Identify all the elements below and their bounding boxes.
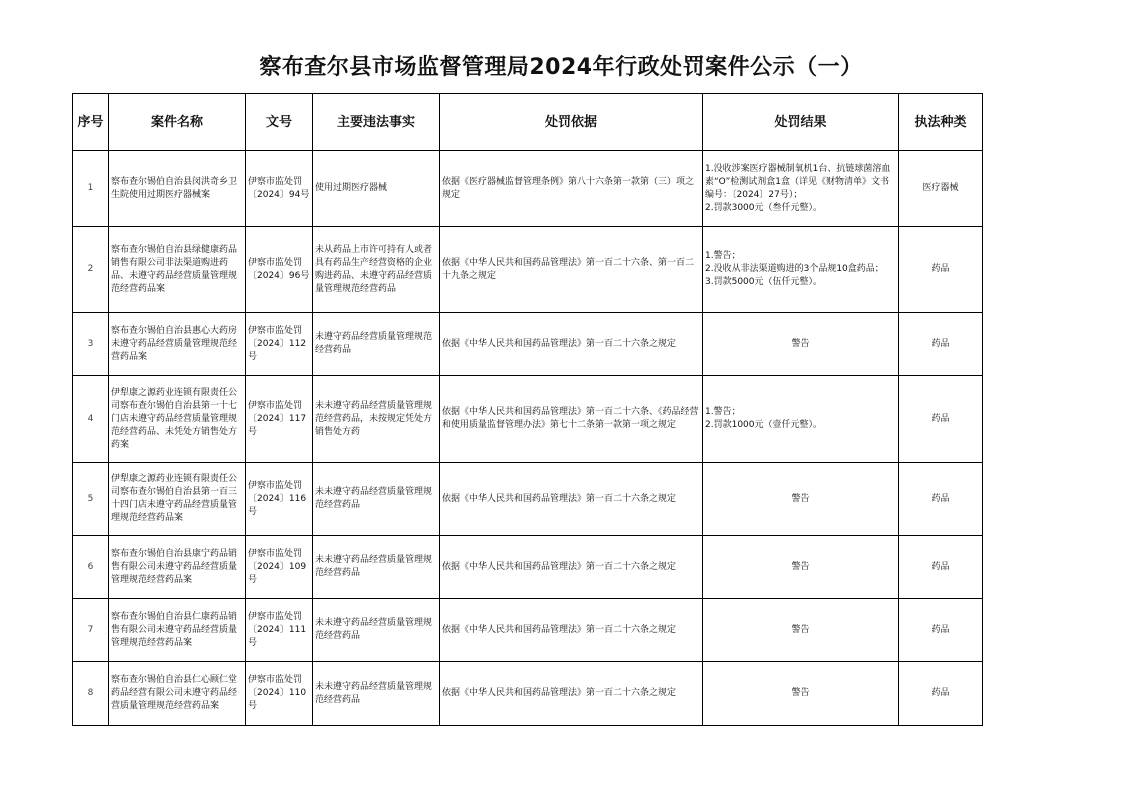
header-result: 处罚结果	[703, 94, 899, 151]
cell-result: 警告	[703, 463, 899, 536]
table-row	[73, 463, 983, 536]
cell-result	[703, 376, 899, 463]
cell-result: 警告	[703, 662, 899, 726]
cell-facts: 使用过期医疗器械	[313, 151, 440, 227]
cell-no: 7	[73, 599, 109, 662]
header-case-name: 案件名称	[109, 94, 246, 151]
cell-result	[703, 151, 899, 227]
penalty-table	[72, 93, 983, 726]
cell-facts: 未未遵守药品经营质量管理规范经营药品	[313, 536, 440, 599]
cell-case-name: 察布查尔锡伯自治县康宁药品销售有限公司未遵守药品经营质量管理规范经营药品案	[109, 536, 246, 599]
cell-category: 药品	[899, 599, 983, 662]
cell-doc-no: 伊察市监处罚〔2024〕116号	[246, 463, 313, 536]
cell-case-name: 察布查尔锡伯自治县绿健康药品销售有限公司非法渠道购进药品、未遵守药品经营质量管理规范经营药品案	[109, 227, 246, 313]
cell-no: 2	[73, 227, 109, 313]
header-facts: 主要违法事实	[313, 94, 440, 151]
cell-no: 6	[73, 536, 109, 599]
cell-facts: 未未遵守药品经营质量管理规范经营药品	[313, 662, 440, 726]
cell-basis: 依据《中华人民共和国药品管理法》第一百二十六条之规定	[440, 662, 703, 726]
table-row	[73, 313, 983, 376]
cell-no: 1	[73, 151, 109, 227]
cell-case-name: 察布查尔锡伯自治县闵洪奇乡卫生院使用过期医疗器械案	[109, 151, 246, 227]
cell-case-name: 察布查尔锡伯自治县仁心顾仁堂药品经营有限公司未遵守药品经营质量管理规范经营药品案	[109, 662, 246, 726]
cell-case-name: 伊犁康之源药业连锁有限责任公司察布查尔锡伯自治县第一十七门店未遵守药品经营质量管理规范经营药品、未凭处方销售处方药案	[109, 376, 246, 463]
table-row	[73, 536, 983, 599]
result-line: 1.警告；	[705, 251, 741, 261]
result-line: 2.罚款3000元（叁仟元整）。	[705, 202, 822, 213]
cell-basis: 依据《中华人民共和国药品管理法》第一百二十六条、第一百二十九条之规定	[440, 227, 703, 313]
cell-basis: 依据《中华人民共和国药品管理法》第一百二十六条之规定	[440, 599, 703, 662]
table-row	[73, 376, 983, 463]
cell-case-name: 伊犁康之源药业连锁有限责任公司察布查尔锡伯自治县第一百三十四门店未遵守药品经营质量管理规范经营药品案	[109, 463, 246, 536]
cell-doc-no: 伊察市监处罚〔2024〕117号	[246, 376, 313, 463]
cell-result: 警告	[703, 313, 899, 376]
header-no: 序号	[73, 94, 109, 151]
cell-doc-no: 伊察市监处罚〔2024〕112号	[246, 313, 313, 376]
cell-facts: 未遵守药品经营质量管理规范经营药品	[313, 313, 440, 376]
cell-category: 药品	[899, 227, 983, 313]
cell-doc-no: 伊察市监处罚〔2024〕94号	[246, 151, 313, 227]
cell-result	[703, 227, 899, 313]
cell-case-name: 察布查尔锡伯自治县惠心大药房未遵守药品经营质量管理规范经营药品案	[109, 313, 246, 376]
table-row	[73, 151, 983, 227]
cell-facts: 未未遵守药品经营质量管理规范经营药品	[313, 599, 440, 662]
cell-no: 4	[73, 376, 109, 463]
cell-no: 5	[73, 463, 109, 536]
cell-no: 8	[73, 662, 109, 726]
header-category: 执法种类	[899, 94, 983, 151]
page-title: 察布查尔县市场监督管理局2024年行政处罚案件公示（一）	[259, 55, 863, 80]
cell-doc-no: 伊察市监处罚〔2024〕109号	[246, 536, 313, 599]
cell-basis: 依据《中华人民共和国药品管理法》第一百二十六条之规定	[440, 463, 703, 536]
cell-facts: 未从药品上市许可持有人或者具有药品生产经营资格的企业购进药品、未遵守药品经营质量管理规范经营药品	[313, 227, 440, 313]
cell-result: 警告	[703, 536, 899, 599]
cell-category: 药品	[899, 376, 983, 463]
cell-category: 药品	[899, 313, 983, 376]
cell-basis: 依据《中华人民共和国药品管理法》第一百二十六条之规定	[440, 313, 703, 376]
cell-doc-no: 伊察市监处罚〔2024〕110号	[246, 662, 313, 726]
cell-basis: 依据《中华人民共和国药品管理法》第一百二十六条、《药品经营和使用质量监督管理办法》第七十二条第一款第一项之规定	[440, 376, 703, 463]
result-line: 3.罚款5000元（伍仟元整）。	[705, 277, 822, 287]
cell-category: 药品	[899, 463, 983, 536]
cell-doc-no: 伊察市监处罚〔2024〕111号	[246, 599, 313, 662]
table-row	[73, 599, 983, 662]
cell-category: 医疗器械	[899, 151, 983, 227]
cell-basis: 依据《中华人民共和国药品管理法》第一百二十六条之规定	[440, 536, 703, 599]
table-row	[73, 662, 983, 726]
cell-facts: 未未遵守药品经营质量管理规范经营药品	[313, 463, 440, 536]
table-row	[73, 227, 983, 313]
cell-category: 药品	[899, 662, 983, 726]
result-line: 1.警告；	[705, 407, 741, 417]
header-doc-no: 文号	[246, 94, 313, 151]
cell-case-name: 察布查尔锡伯自治县仁康药品销售有限公司未遵守药品经营质量管理规范经营药品案	[109, 599, 246, 662]
cell-no: 3	[73, 313, 109, 376]
cell-category: 药品	[899, 536, 983, 599]
result-line: 1.没收涉案医疗器械制氧机1台、抗链球菌溶血素“O”检测试剂盒1盒（详见《财物清单》文书编号：〔2024〕27号）；	[705, 163, 891, 200]
table-header-row	[73, 94, 983, 151]
result-line: 2.罚款1000元（壹仟元整）。	[705, 420, 822, 430]
cell-doc-no: 伊察市监处罚〔2024〕96号	[246, 227, 313, 313]
cell-facts: 未未遵守药品经营质量管理规范经营药品，未按规定凭处方销售处方药	[313, 376, 440, 463]
result-line: 2.没收从非法渠道购进的3个品规10盒药品；	[705, 264, 884, 274]
cell-basis: 依据《医疗器械监督管理条例》第八十六条第一款第（三）项之规定	[440, 151, 703, 227]
header-basis: 处罚依据	[440, 94, 703, 151]
cell-result: 警告	[703, 599, 899, 662]
